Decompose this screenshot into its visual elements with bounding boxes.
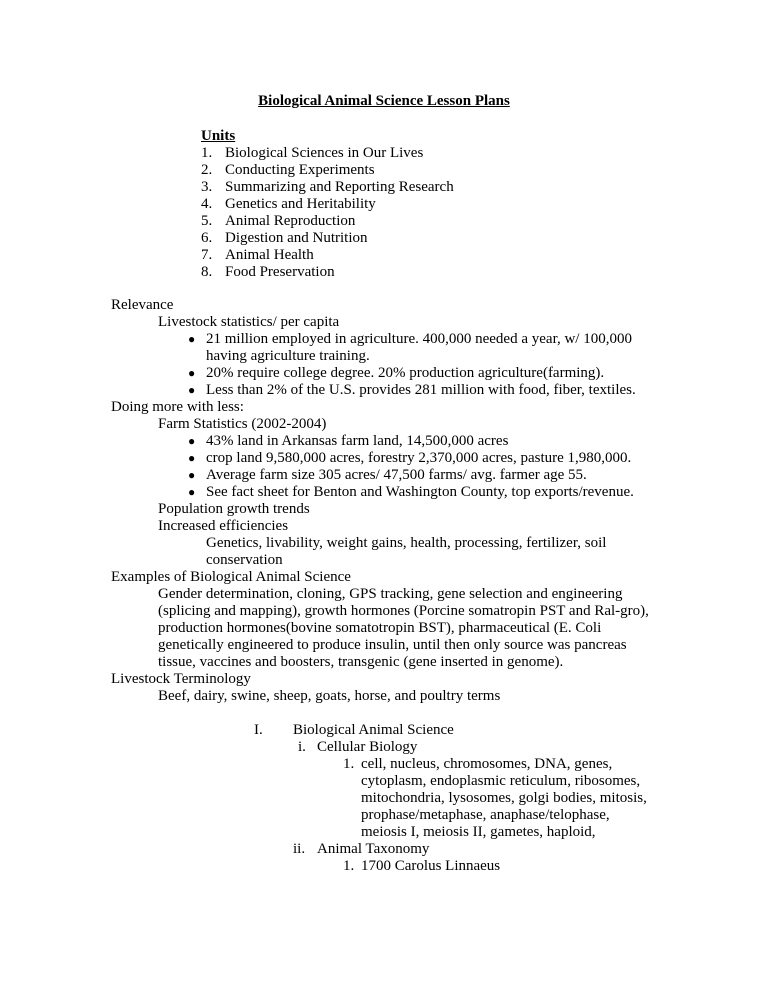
outline-item-text: mitochondria, lysosomes, golgi bodies, mitosis, xyxy=(361,790,647,806)
list-item: 6. Digestion and Nutrition xyxy=(201,230,368,246)
farm-stats-heading: Farm Statistics (2002-2004) xyxy=(158,416,327,432)
outline-sub-number: i. xyxy=(298,739,306,755)
bullet-dot-icon: ● xyxy=(188,451,196,465)
relevance-subheading: Livestock statistics/ per capita xyxy=(158,314,340,330)
list-item: 20% require college degree. 20% production agriculture(farming). xyxy=(206,365,605,381)
list-item: Average farm size 305 acres/ 47,500 farms/ avg. farmer age 55. xyxy=(206,467,587,483)
bullet-dot-icon: ● xyxy=(188,434,196,448)
list-item-continuation: having agriculture training. xyxy=(206,348,370,364)
bullet-dot-icon: ● xyxy=(188,468,196,482)
examples-text: production hormones(bovine somatotropin BST), pharmaceutical (E. Coli xyxy=(158,620,602,636)
outline-heading: Biological Animal Science xyxy=(293,722,454,738)
page-title: Biological Animal Science Lesson Plans xyxy=(258,93,510,109)
bullet-dot-icon: ● xyxy=(188,366,196,380)
outline-item-text: cytoplasm, endoplasmic reticulum, ribosomes, xyxy=(361,773,641,789)
examples-heading: Examples of Biological Animal Science xyxy=(111,569,351,585)
list-item: 5. Animal Reproduction xyxy=(201,213,356,229)
population-heading: Population growth trends xyxy=(158,501,310,517)
terminology-heading: Livestock Terminology xyxy=(111,671,251,687)
examples-text: tissue, vaccines and boosters, transgenic (gene inserted in genome). xyxy=(158,654,564,670)
outline-item-number: 1. xyxy=(343,756,355,772)
list-item: 7. Animal Health xyxy=(201,247,314,263)
efficiencies-heading: Increased efficiencies xyxy=(158,518,289,534)
terminology-text: Beef, dairy, swine, sheep, goats, horse, and poultry terms xyxy=(158,688,501,704)
list-item: Less than 2% of the U.S. provides 281 million with food, fiber, textiles. xyxy=(206,382,636,398)
bullet-dot-icon: ● xyxy=(188,383,196,397)
outline-roman-numeral: I. xyxy=(254,722,263,738)
list-item: 3. Summarizing and Reporting Research xyxy=(201,179,454,195)
outline-sub-label: Cellular Biology xyxy=(317,739,418,755)
efficiencies-text-cont: conservation xyxy=(206,552,283,568)
list-item: 2. Conducting Experiments xyxy=(201,162,375,178)
bullet-dot-icon: ● xyxy=(188,485,196,499)
bullet-dot-icon: ● xyxy=(188,332,196,346)
list-item: 4. Genetics and Heritability xyxy=(201,196,376,212)
examples-text: Gender determination, cloning, GPS tracking, gene selection and engineering xyxy=(158,586,623,602)
outline-item-text: 1700 Carolus Linnaeus xyxy=(361,858,501,874)
list-item: See fact sheet for Benton and Washington County, top exports/revenue. xyxy=(206,484,634,500)
examples-text: (splicing and mapping), growth hormones (Porcine somatropin PST and Ral-gro), xyxy=(158,603,649,619)
list-item: 1. Biological Sciences in Our Lives xyxy=(201,145,424,161)
list-item: 21 million employed in agriculture. 400,000 needed a year, w/ 100,000 xyxy=(206,331,632,347)
outline-sub-number: ii. xyxy=(293,841,306,857)
list-item: 43% land in Arkansas farm land, 14,500,000 acres xyxy=(206,433,509,449)
list-item: 8. Food Preservation xyxy=(201,264,335,280)
units-heading: Units xyxy=(201,128,236,144)
outline-sub-label: Animal Taxonomy xyxy=(317,841,430,857)
outline-item-text: meiosis I, meiosis II, gametes, haploid, xyxy=(361,824,596,840)
doing-heading: Doing more with less: xyxy=(111,399,244,415)
examples-text: genetically engineered to produce insulin, until then only source was pancreas xyxy=(158,637,627,653)
outline-item-text: prophase/metaphase, anaphase/telophase, xyxy=(361,807,610,823)
relevance-heading: Relevance xyxy=(111,297,174,313)
outline-item-number: 1. xyxy=(343,858,355,874)
list-item: crop land 9,580,000 acres, forestry 2,370,000 acres, pasture 1,980,000. xyxy=(206,450,632,466)
outline-item-text: cell, nucleus, chromosomes, DNA, genes, xyxy=(361,756,613,772)
efficiencies-text: Genetics, livability, weight gains, health, processing, fertilizer, soil xyxy=(206,535,607,551)
